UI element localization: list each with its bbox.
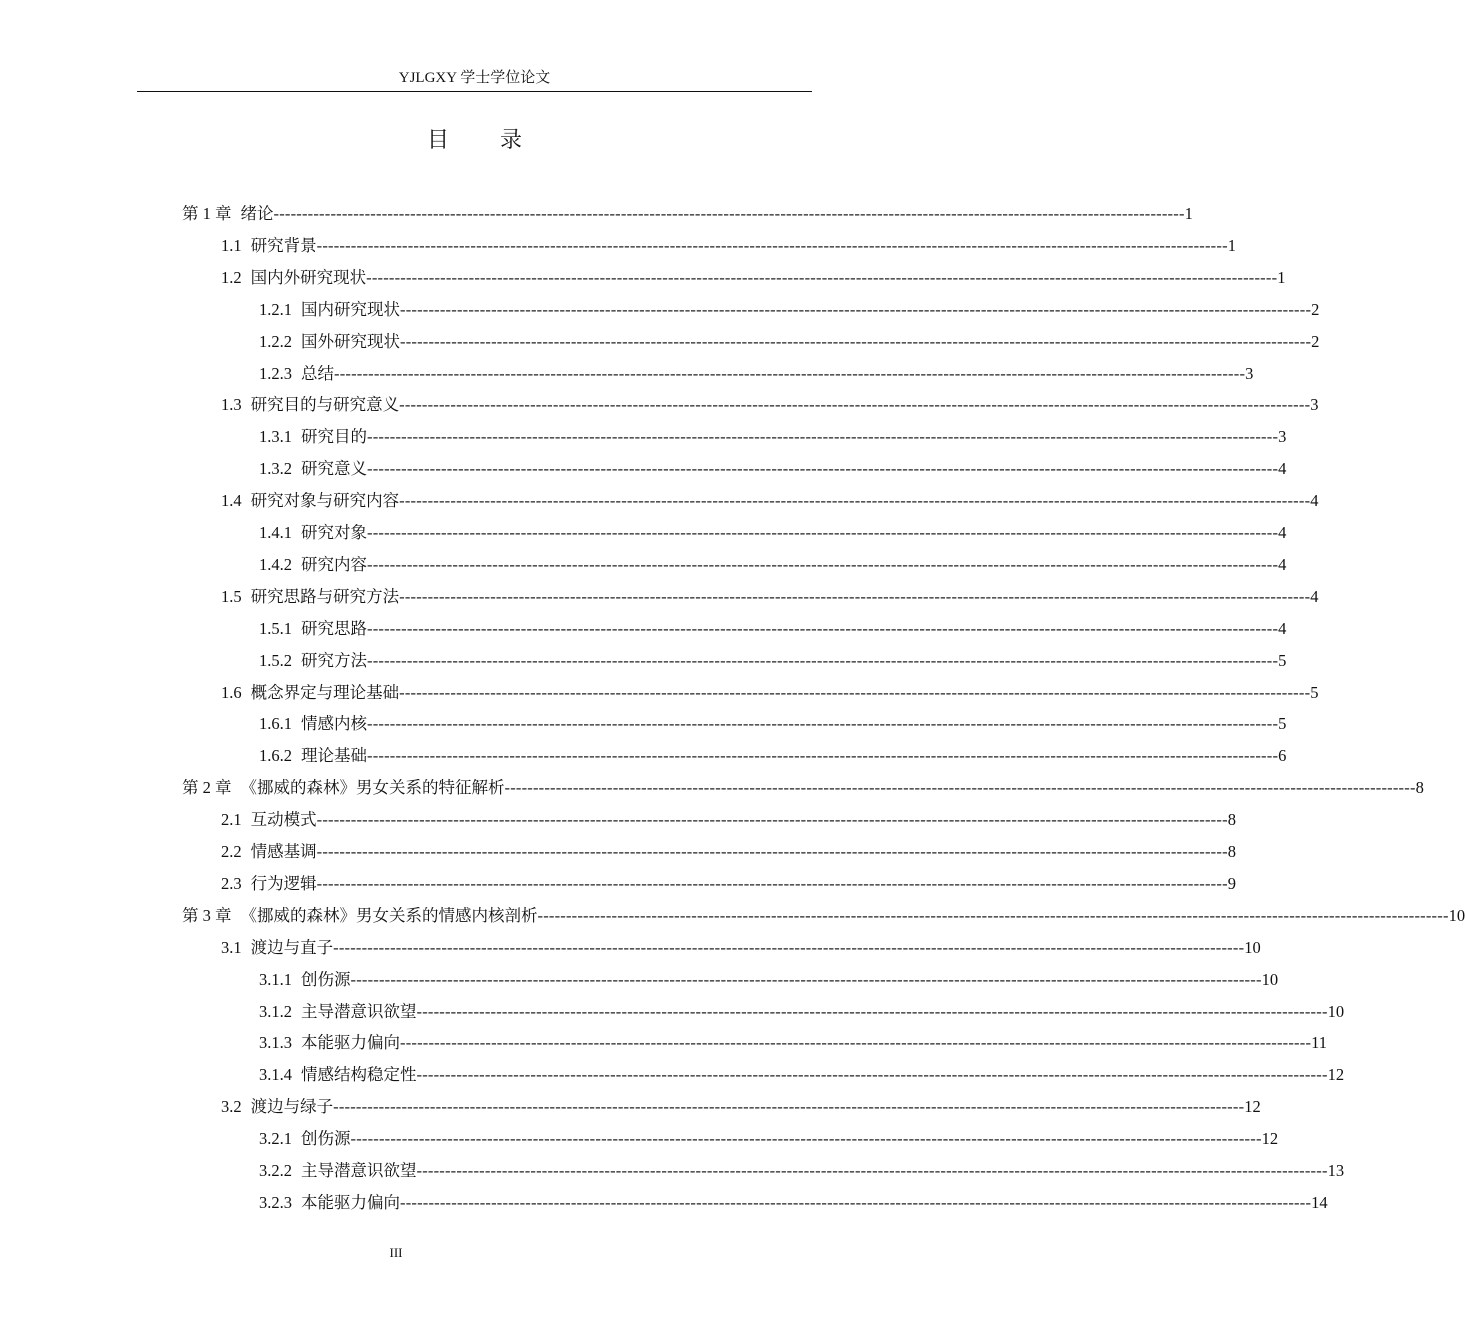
toc-dot-leader: ---------------------------------------------------------------------------------------------------------------------------------------------------------------- bbox=[350, 1129, 1262, 1148]
toc-entry-page: 10 bbox=[1244, 938, 1261, 957]
toc-entry-number: 2.2 bbox=[221, 842, 242, 861]
toc-entry-page: 8 bbox=[1227, 810, 1237, 829]
toc-entry-number: 1.5.2 bbox=[259, 651, 292, 670]
running-header: YJLGXY 学士学位论文 bbox=[398, 70, 551, 86]
toc-entry[interactable] bbox=[259, 712, 1287, 736]
toc-entry[interactable] bbox=[182, 904, 1465, 928]
toc-entry[interactable] bbox=[182, 776, 1424, 800]
toc-entry[interactable] bbox=[221, 872, 1237, 896]
toc-entry-number: 3.2.2 bbox=[259, 1161, 292, 1180]
toc-entry[interactable] bbox=[221, 266, 1286, 290]
toc-entry-title: 情感基调 bbox=[250, 842, 317, 861]
toc-entry-title: 研究内容 bbox=[301, 555, 367, 574]
toc-entry-page: 3 bbox=[1245, 364, 1254, 383]
toc-entry-page: 4 bbox=[1278, 459, 1287, 478]
toc-entry-page: 4 bbox=[1278, 555, 1287, 574]
toc-entry-number: 第 2 章 bbox=[182, 778, 232, 797]
toc-entry[interactable] bbox=[221, 1095, 1261, 1119]
toc-entry[interactable] bbox=[221, 234, 1237, 258]
toc-entry-number: 2.1 bbox=[221, 810, 242, 829]
toc-entry-title: 研究方法 bbox=[301, 651, 367, 670]
toc-entry-page: 4 bbox=[1310, 491, 1319, 510]
toc-entry-number: 1.1 bbox=[221, 236, 242, 255]
toc-entry[interactable] bbox=[259, 649, 1287, 673]
toc-entry-title: 研究背景 bbox=[250, 236, 317, 255]
toc-entry[interactable] bbox=[221, 808, 1237, 832]
toc-entry-page: 12 bbox=[1244, 1097, 1261, 1116]
toc-dot-leader: ---------------------------------------------------------------------------------------------------------------------------------------------------------------- bbox=[400, 332, 1312, 351]
toc-entry-title: 国外研究现状 bbox=[301, 332, 400, 351]
toc-entry-page: 1 bbox=[1184, 204, 1193, 223]
toc-entry[interactable] bbox=[221, 585, 1319, 609]
toc-entry[interactable] bbox=[221, 840, 1237, 864]
toc-entry-page: 8 bbox=[1415, 778, 1424, 797]
toc-entry-page: 14 bbox=[1311, 1193, 1328, 1212]
toc-entry[interactable] bbox=[259, 1063, 1345, 1087]
toc-dot-leader: ---------------------------------------------------------------------------------------------------------------------------------------------------------------- bbox=[367, 619, 1279, 638]
toc-entry-page: 8 bbox=[1227, 842, 1237, 861]
toc-entry-page: 5 bbox=[1278, 651, 1287, 670]
toc-entry[interactable] bbox=[259, 553, 1287, 577]
toc-dot-leader: ---------------------------------------------------------------------------------------------------------------------------------------------------------------- bbox=[367, 651, 1279, 670]
toc-entry[interactable] bbox=[259, 1191, 1328, 1215]
toc-entry-title: 国内研究现状 bbox=[301, 300, 400, 319]
toc-dot-leader: ---------------------------------------------------------------------------------------------------------------------------------------------------------------- bbox=[367, 555, 1279, 574]
toc-entry-title: 创伤源 bbox=[301, 970, 351, 989]
toc-entry-number: 1.2.3 bbox=[259, 364, 292, 383]
toc-entry-page: 4 bbox=[1310, 587, 1319, 606]
toc-dot-leader: ---------------------------------------------------------------------------------------------------------------------------------------------------------------- bbox=[316, 810, 1228, 829]
toc-entry-title: 总结 bbox=[301, 364, 334, 383]
toc-entry-title: 研究目的 bbox=[301, 427, 367, 446]
toc-entry-page: 6 bbox=[1278, 746, 1287, 765]
toc-entry-page: 10 bbox=[1327, 1002, 1345, 1021]
toc-entry-number: 3.1 bbox=[221, 938, 242, 957]
toc-entry-title: 创伤源 bbox=[301, 1129, 351, 1148]
toc-dot-leader: ---------------------------------------------------------------------------------------------------------------------------------------------------------------- bbox=[416, 1065, 1328, 1084]
toc-entry[interactable] bbox=[182, 202, 1193, 226]
toc-entry-page: 1 bbox=[1227, 236, 1237, 255]
toc-entry[interactable] bbox=[259, 298, 1320, 322]
toc-dot-leader: ---------------------------------------------------------------------------------------------------------------------------------------------------------------- bbox=[367, 523, 1279, 542]
toc-entry-page: 2 bbox=[1311, 332, 1320, 351]
toc-entry[interactable] bbox=[259, 362, 1254, 386]
toc-entry[interactable] bbox=[259, 457, 1287, 481]
page-number: III bbox=[389, 1245, 403, 1260]
toc-entry[interactable] bbox=[259, 425, 1287, 449]
toc-entry-title: 研究思路 bbox=[301, 619, 367, 638]
toc-entry-title: 渡边与直子 bbox=[250, 938, 334, 957]
toc-dot-leader: ---------------------------------------------------------------------------------------------------------------------------------------------------------------- bbox=[273, 204, 1185, 223]
toc-entry-page: 3 bbox=[1310, 395, 1319, 414]
toc-entry-number: 3.1.3 bbox=[259, 1033, 292, 1052]
toc-dot-leader: ---------------------------------------------------------------------------------------------------------------------------------------------------------------- bbox=[400, 300, 1312, 319]
toc-entry-number: 3.2.3 bbox=[259, 1193, 292, 1212]
toc-entry-title: 《挪威的森林》男女关系的情感内核剖析 bbox=[240, 906, 538, 925]
toc-entry-title: 理论基础 bbox=[301, 746, 367, 765]
toc-entry[interactable] bbox=[259, 968, 1279, 992]
toc-entry[interactable] bbox=[259, 1031, 1328, 1055]
toc-entry[interactable] bbox=[221, 489, 1319, 513]
toc-entry-number: 第 3 章 bbox=[182, 906, 232, 925]
toc-entry-number: 1.2.2 bbox=[259, 332, 292, 351]
toc-entry-title: 国内外研究现状 bbox=[250, 268, 367, 287]
toc-entry[interactable] bbox=[259, 521, 1287, 545]
toc-entry-number: 2.3 bbox=[221, 874, 242, 893]
toc-entry-page: 10 bbox=[1261, 970, 1279, 989]
toc-entry-number: 3.1.4 bbox=[259, 1065, 292, 1084]
toc-entry[interactable] bbox=[221, 681, 1319, 705]
toc-dot-leader: ---------------------------------------------------------------------------------------------------------------------------------------------------------------- bbox=[366, 268, 1278, 287]
toc-entry[interactable] bbox=[259, 330, 1320, 354]
toc-dot-leader: ---------------------------------------------------------------------------------------------------------------------------------------------------------------- bbox=[333, 1097, 1245, 1116]
toc-dot-leader: ---------------------------------------------------------------------------------------------------------------------------------------------------------------- bbox=[316, 236, 1228, 255]
toc-title: 目 录 bbox=[427, 128, 544, 153]
toc-dot-leader: ---------------------------------------------------------------------------------------------------------------------------------------------------------------- bbox=[399, 395, 1311, 414]
toc-dot-leader: ---------------------------------------------------------------------------------------------------------------------------------------------------------------- bbox=[400, 1033, 1312, 1052]
toc-dot-leader: ---------------------------------------------------------------------------------------------------------------------------------------------------------------- bbox=[416, 1002, 1328, 1021]
toc-entry-page: 5 bbox=[1310, 683, 1319, 702]
toc-entry-page: 5 bbox=[1278, 714, 1287, 733]
toc-entry-title: 主导潜意识欲望 bbox=[301, 1161, 417, 1180]
toc-entry-title: 情感结构稳定性 bbox=[301, 1065, 417, 1084]
toc-dot-leader: ---------------------------------------------------------------------------------------------------------------------------------------------------------------- bbox=[399, 683, 1311, 702]
toc-entry-number: 1.2.1 bbox=[259, 300, 292, 319]
toc-entry-page: 9 bbox=[1227, 874, 1237, 893]
toc-entry-title: 绪论 bbox=[240, 204, 274, 223]
toc-entry[interactable] bbox=[221, 393, 1319, 417]
toc-entry-title: 渡边与绿子 bbox=[250, 1097, 334, 1116]
toc-dot-leader: ---------------------------------------------------------------------------------------------------------------------------------------------------------------- bbox=[367, 746, 1279, 765]
toc-entry-number: 1.3.1 bbox=[259, 427, 292, 446]
toc-entry-number: 1.5 bbox=[221, 587, 242, 606]
toc-entry-number: 3.1.2 bbox=[259, 1002, 292, 1021]
toc-dot-leader: ---------------------------------------------------------------------------------------------------------------------------------------------------------------- bbox=[367, 714, 1279, 733]
toc-entry-title: 研究对象与研究内容 bbox=[250, 491, 400, 510]
toc-entry-page: 4 bbox=[1278, 523, 1287, 542]
toc-dot-leader: ---------------------------------------------------------------------------------------------------------------------------------------------------------------- bbox=[399, 491, 1311, 510]
toc-entry-title: 互动模式 bbox=[250, 810, 317, 829]
toc-entry-title: 研究对象 bbox=[301, 523, 367, 542]
toc-entry-page: 12 bbox=[1327, 1065, 1345, 1084]
toc-entry-title: 研究目的与研究意义 bbox=[250, 395, 400, 414]
toc-dot-leader: ---------------------------------------------------------------------------------------------------------------------------------------------------------------- bbox=[504, 778, 1416, 797]
toc-dot-leader: ---------------------------------------------------------------------------------------------------------------------------------------------------------------- bbox=[334, 364, 1246, 383]
toc-entry-page: 11 bbox=[1311, 1033, 1328, 1052]
toc-entry-number: 1.4.1 bbox=[259, 523, 292, 542]
toc-entry-title: 情感内核 bbox=[301, 714, 367, 733]
toc-dot-leader: ---------------------------------------------------------------------------------------------------------------------------------------------------------------- bbox=[316, 874, 1228, 893]
toc-dot-leader: ---------------------------------------------------------------------------------------------------------------------------------------------------------------- bbox=[367, 427, 1279, 446]
toc-dot-leader: ---------------------------------------------------------------------------------------------------------------------------------------------------------------- bbox=[416, 1161, 1328, 1180]
toc-entry[interactable] bbox=[259, 744, 1287, 768]
toc-entry-page: 13 bbox=[1327, 1161, 1345, 1180]
toc-entry-title: 研究意义 bbox=[301, 459, 367, 478]
toc-entry-number: 1.3 bbox=[221, 395, 242, 414]
toc-entry-title: 研究思路与研究方法 bbox=[250, 587, 400, 606]
toc-dot-leader: ---------------------------------------------------------------------------------------------------------------------------------------------------------------- bbox=[350, 970, 1262, 989]
toc-entry-title: 本能驱力偏向 bbox=[301, 1033, 400, 1052]
toc-entry[interactable] bbox=[259, 1127, 1279, 1151]
toc-entry-title: 行为逻辑 bbox=[250, 874, 317, 893]
toc-entry-page: 1 bbox=[1277, 268, 1286, 287]
toc-entry[interactable] bbox=[221, 936, 1261, 960]
toc-entry-number: 1.2 bbox=[221, 268, 242, 287]
toc-entry[interactable] bbox=[259, 1000, 1345, 1024]
toc-entry-title: 概念界定与理论基础 bbox=[250, 683, 400, 702]
toc-entry-title: 主导潜意识欲望 bbox=[301, 1002, 417, 1021]
toc-entry-number: 1.6 bbox=[221, 683, 242, 702]
toc-dot-leader: ---------------------------------------------------------------------------------------------------------------------------------------------------------------- bbox=[316, 842, 1228, 861]
toc-entry-number: 3.2.1 bbox=[259, 1129, 292, 1148]
toc-entry-number: 3.2 bbox=[221, 1097, 242, 1116]
toc-entry[interactable] bbox=[259, 1159, 1345, 1183]
toc-entry-page: 3 bbox=[1278, 427, 1287, 446]
toc-entry[interactable] bbox=[259, 617, 1287, 641]
toc-dot-leader: ---------------------------------------------------------------------------------------------------------------------------------------------------------------- bbox=[399, 587, 1311, 606]
toc-dot-leader: ---------------------------------------------------------------------------------------------------------------------------------------------------------------- bbox=[400, 1193, 1312, 1212]
toc-entry-number: 1.6.1 bbox=[259, 714, 292, 733]
toc-entry-number: 1.4 bbox=[221, 491, 242, 510]
toc-entry-number: 1.6.2 bbox=[259, 746, 292, 765]
toc-entry-number: 1.3.2 bbox=[259, 459, 292, 478]
toc-entry-number: 3.1.1 bbox=[259, 970, 292, 989]
toc-dot-leader: ---------------------------------------------------------------------------------------------------------------------------------------------------------------- bbox=[333, 938, 1245, 957]
toc-entry-title: 本能驱力偏向 bbox=[301, 1193, 400, 1212]
toc-entry-page: 4 bbox=[1278, 619, 1287, 638]
toc-entry-page: 10 bbox=[1448, 906, 1465, 925]
toc-entry-number: 1.5.1 bbox=[259, 619, 292, 638]
toc-dot-leader: ---------------------------------------------------------------------------------------------------------------------------------------------------------------- bbox=[367, 459, 1279, 478]
toc-entry-number: 1.4.2 bbox=[259, 555, 292, 574]
toc-entry-page: 2 bbox=[1311, 300, 1320, 319]
toc-entry-title: 《挪威的森林》男女关系的特征解析 bbox=[240, 778, 505, 797]
toc-entry-page: 12 bbox=[1261, 1129, 1279, 1148]
toc-entry-number: 第 1 章 bbox=[182, 204, 232, 223]
toc-dot-leader: ---------------------------------------------------------------------------------------------------------------------------------------------------------------- bbox=[537, 906, 1449, 925]
